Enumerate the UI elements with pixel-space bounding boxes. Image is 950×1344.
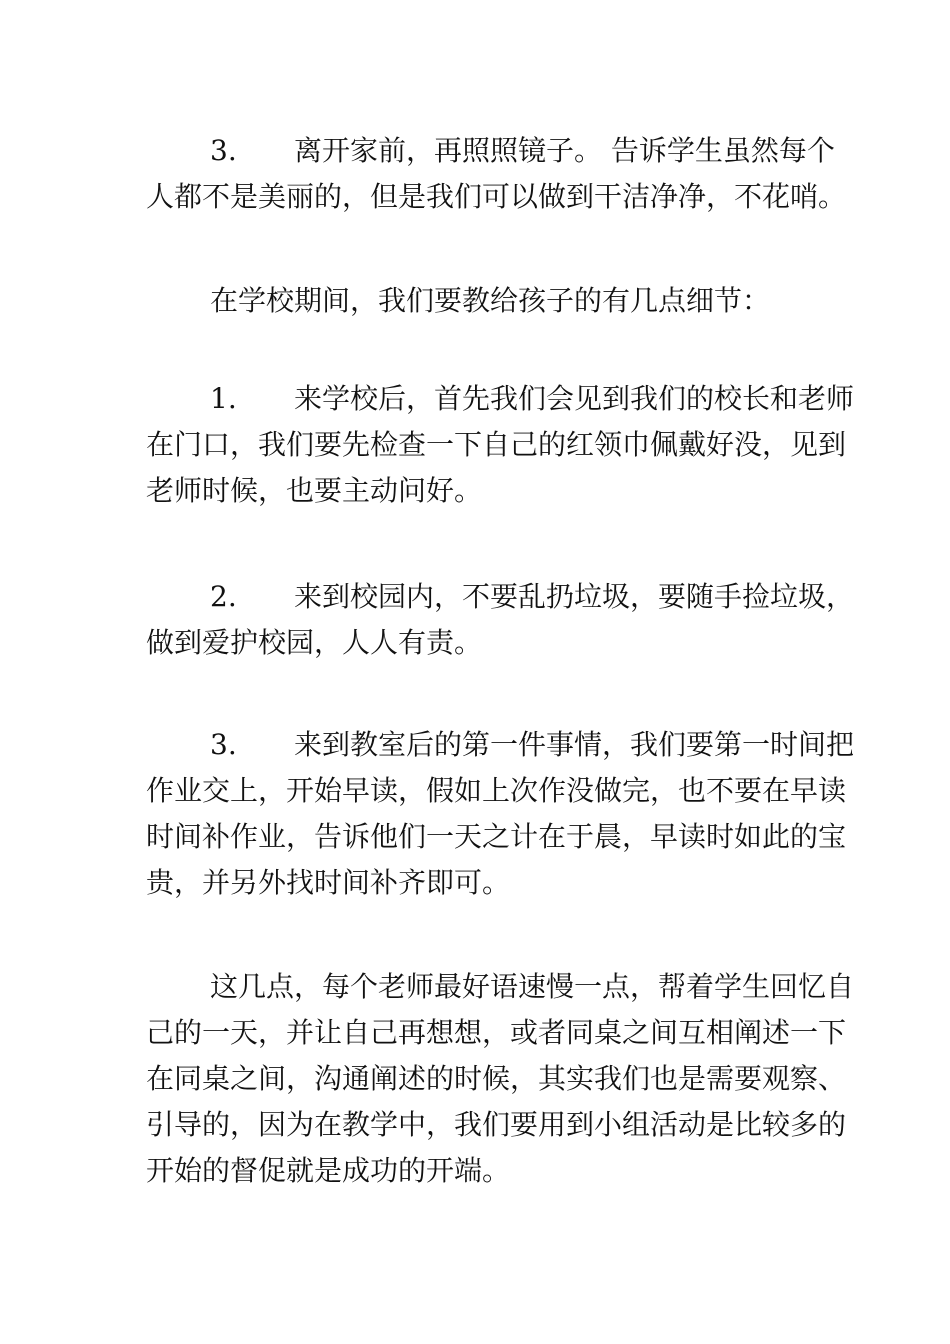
- text-line: 来到教室后的第一件事情，我们要第一时间把: [294, 728, 855, 761]
- item-number: 3.: [210, 134, 237, 167]
- text-line: 人都不是美丽的，但是我们可以做到干洁净净，不花哨。: [146, 180, 847, 213]
- paragraph-5: [146, 722, 855, 906]
- text-line: 开始的督促就是成功的开端。: [146, 1154, 511, 1187]
- text-line: 贵，并另外找时间补齐即可。: [146, 866, 511, 899]
- paragraph-3: [146, 376, 855, 514]
- paragraph-4: [146, 574, 855, 666]
- text-line: 老师时候，也要主动问好。: [146, 474, 483, 507]
- text-line: 时间补作业，告诉他们一天之计在于晨，早读时如此的宝: [146, 820, 847, 853]
- text-line: 这几点，每个老师最好语速慢一点，帮着学生回忆自: [210, 970, 855, 1003]
- text-line: 在同桌之间，沟通阐述的时候，其实我们也是需要观察、: [146, 1062, 847, 1095]
- item-number: 1.: [210, 382, 237, 415]
- text-line: 做到爱护校园，人人有责。: [146, 626, 483, 659]
- text-line: 在门口，我们要先检查一下自己的红领巾佩戴好没，见到: [146, 428, 847, 461]
- text-line: 来学校后，首先我们会见到我们的校长和老师: [294, 382, 855, 415]
- text-line: 作业交上，开始早读，假如上次作没做完，也不要在早读: [146, 774, 847, 807]
- text-line: 己的一天，并让自己再想想，或者同桌之间互相阐述一下: [146, 1016, 847, 1049]
- text-line: 离开家前，再照照镜子。 告诉学生虽然每个: [294, 134, 835, 167]
- paragraph-6: [146, 964, 855, 1194]
- text-line: 来到校园内，不要乱扔垃圾，要随手捡垃圾，: [294, 580, 855, 613]
- text-line: 引导的，因为在教学中，我们要用到小组活动是比较多的: [146, 1108, 847, 1141]
- paragraph-1: [146, 128, 847, 220]
- text-line: 在学校期间，我们要教给孩子的有几点细节：: [210, 284, 771, 317]
- item-number: 3.: [210, 728, 237, 761]
- item-number: 2.: [210, 580, 237, 613]
- paragraph-2: [146, 278, 806, 324]
